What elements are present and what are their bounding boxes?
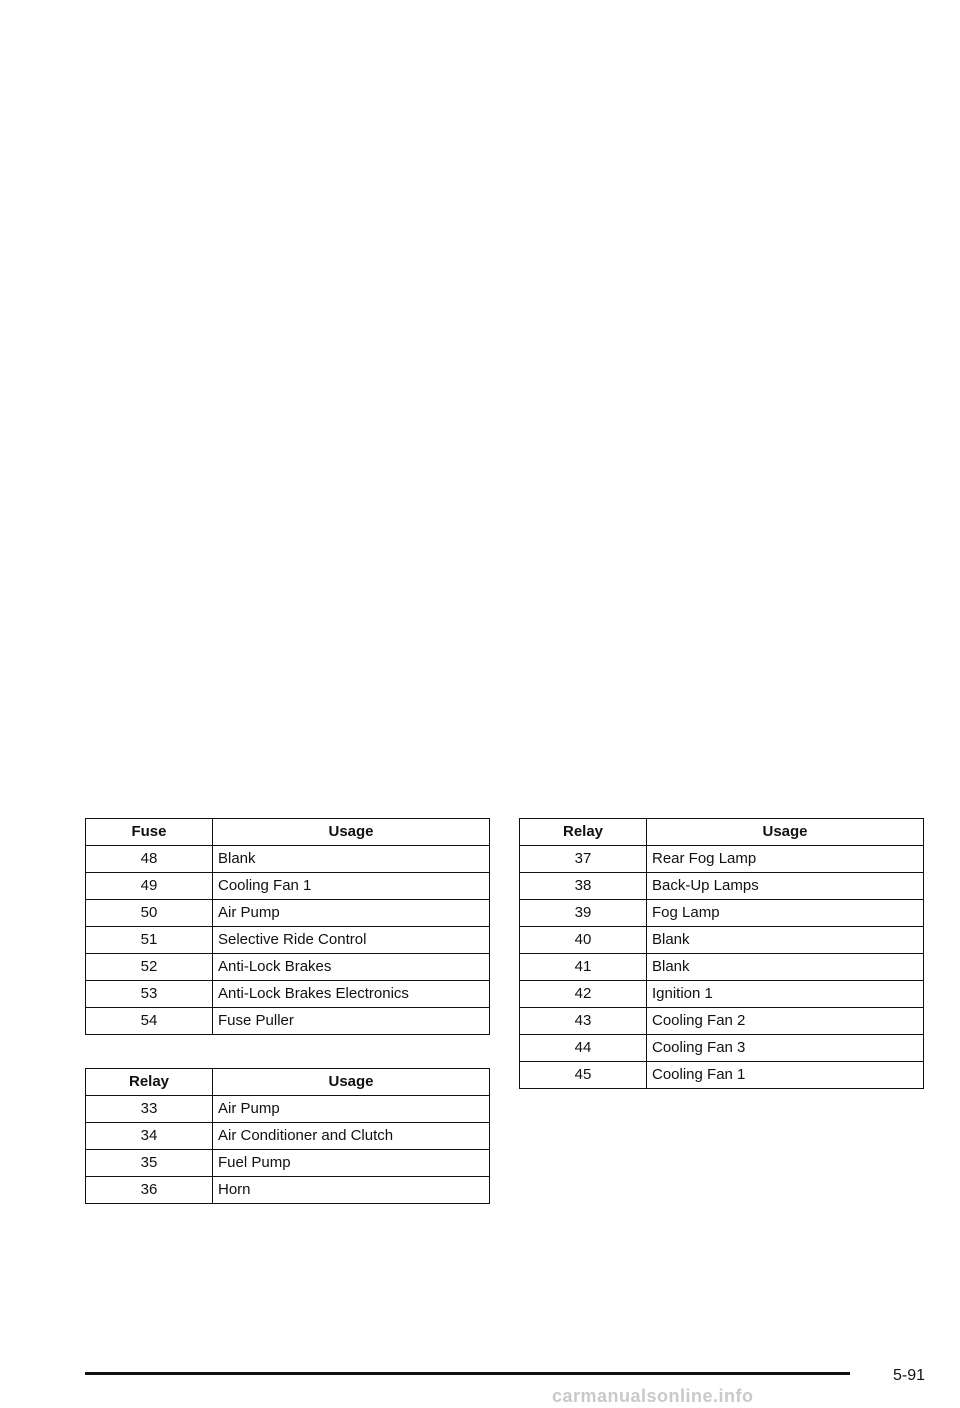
relay-usage: Blank bbox=[647, 954, 924, 981]
table-row bbox=[86, 981, 490, 1008]
table-header-row bbox=[86, 819, 490, 846]
fuse-usage: Fuse Puller bbox=[213, 1008, 490, 1035]
table-header-row bbox=[520, 819, 924, 846]
table-row bbox=[520, 981, 924, 1008]
table-row bbox=[86, 900, 490, 927]
column-header-fuse: Fuse bbox=[86, 819, 213, 846]
fuse-number: 53 bbox=[86, 981, 213, 1008]
table-row bbox=[520, 846, 924, 873]
footer-rule bbox=[85, 1372, 850, 1375]
relay-usage: Back-Up Lamps bbox=[647, 873, 924, 900]
relay-usage: Cooling Fan 2 bbox=[647, 1008, 924, 1035]
table-row bbox=[520, 1035, 924, 1062]
table-row bbox=[86, 1008, 490, 1035]
fuse-number: 52 bbox=[86, 954, 213, 981]
fuse-usage: Anti-Lock Brakes Electronics bbox=[213, 981, 490, 1008]
fuse-usage: Air Pump bbox=[213, 900, 490, 927]
table-row bbox=[520, 1008, 924, 1035]
table-header-row bbox=[86, 1069, 490, 1096]
relay-number: 39 bbox=[520, 900, 647, 927]
fuse-number: 49 bbox=[86, 873, 213, 900]
fuse-number: 51 bbox=[86, 927, 213, 954]
fuse-usage: Cooling Fan 1 bbox=[213, 873, 490, 900]
relay-usage: Air Conditioner and Clutch bbox=[213, 1123, 490, 1150]
relay-number: 40 bbox=[520, 927, 647, 954]
relay-usage: Ignition 1 bbox=[647, 981, 924, 1008]
relay-usage: Fuel Pump bbox=[213, 1150, 490, 1177]
column-header-usage: Usage bbox=[213, 819, 490, 846]
relay-table-left bbox=[85, 1068, 490, 1204]
table-row bbox=[520, 954, 924, 981]
relay-number: 43 bbox=[520, 1008, 647, 1035]
table-row bbox=[520, 927, 924, 954]
relay-number: 42 bbox=[520, 981, 647, 1008]
relay-table-right bbox=[519, 818, 924, 1089]
fuse-usage: Blank bbox=[213, 846, 490, 873]
fuse-number: 54 bbox=[86, 1008, 213, 1035]
relay-number: 34 bbox=[86, 1123, 213, 1150]
table-row bbox=[86, 927, 490, 954]
fuse-number: 50 bbox=[86, 900, 213, 927]
relay-number: 36 bbox=[86, 1177, 213, 1204]
table-row bbox=[86, 873, 490, 900]
table-row bbox=[520, 1062, 924, 1089]
relay-number: 33 bbox=[86, 1096, 213, 1123]
column-header-relay: Relay bbox=[520, 819, 647, 846]
column-header-usage: Usage bbox=[647, 819, 924, 846]
relay-number: 41 bbox=[520, 954, 647, 981]
relay-number: 37 bbox=[520, 846, 647, 873]
column-header-relay: Relay bbox=[86, 1069, 213, 1096]
table-row bbox=[86, 1177, 490, 1204]
relay-number: 38 bbox=[520, 873, 647, 900]
column-header-usage: Usage bbox=[213, 1069, 490, 1096]
fuse-usage: Selective Ride Control bbox=[213, 927, 490, 954]
relay-usage: Air Pump bbox=[213, 1096, 490, 1123]
table-row bbox=[520, 900, 924, 927]
fuse-usage: Anti-Lock Brakes bbox=[213, 954, 490, 981]
table-row bbox=[86, 1150, 490, 1177]
relay-usage: Blank bbox=[647, 927, 924, 954]
table-row bbox=[86, 846, 490, 873]
table-row bbox=[520, 873, 924, 900]
fuse-table bbox=[85, 818, 490, 1035]
page-number: 5-91 bbox=[893, 1367, 926, 1384]
relay-number: 45 bbox=[520, 1062, 647, 1089]
relay-usage: Horn bbox=[213, 1177, 490, 1204]
relay-number: 44 bbox=[520, 1035, 647, 1062]
relay-usage: Rear Fog Lamp bbox=[647, 846, 924, 873]
relay-usage: Cooling Fan 3 bbox=[647, 1035, 924, 1062]
table-row bbox=[86, 1096, 490, 1123]
table-row bbox=[86, 954, 490, 981]
relay-usage: Cooling Fan 1 bbox=[647, 1062, 924, 1089]
table-row bbox=[86, 1123, 490, 1150]
watermark: carmanualsonline.info bbox=[552, 1386, 754, 1406]
fuse-number: 48 bbox=[86, 846, 213, 873]
relay-number: 35 bbox=[86, 1150, 213, 1177]
relay-usage: Fog Lamp bbox=[647, 900, 924, 927]
